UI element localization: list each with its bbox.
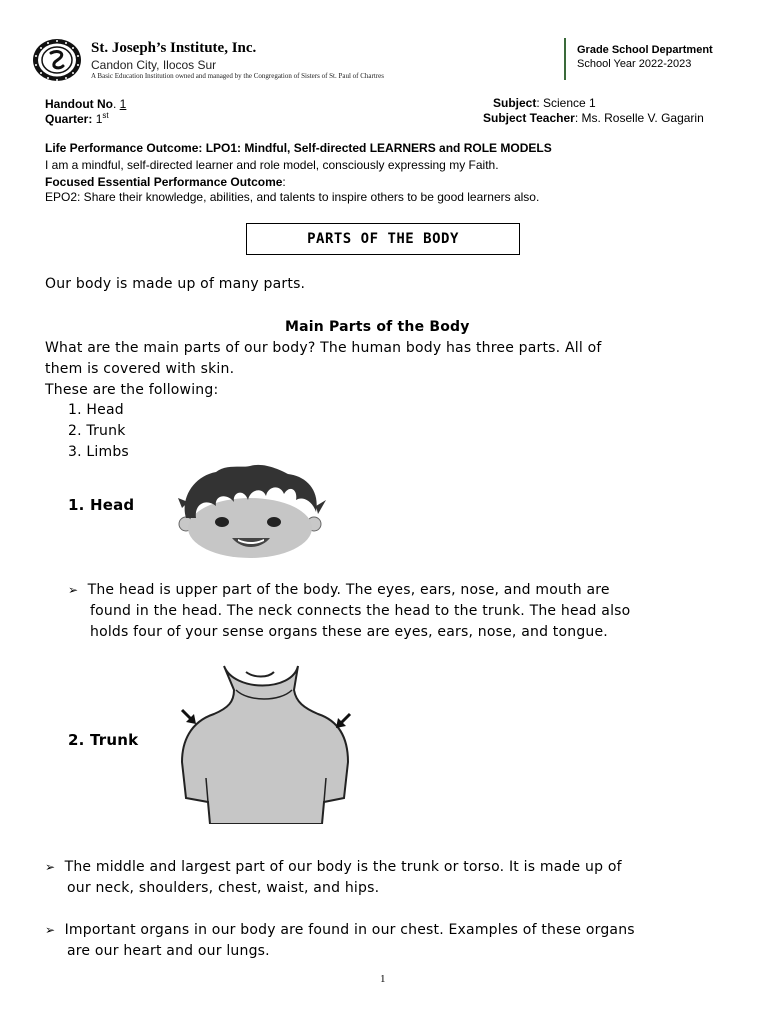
trunk-text-line: Important organs in our body are found in our chest. Examples of these organs [64,922,635,938]
quarter [45,111,109,126]
school-description: A Basic Education Institution owned and managed by the Congregation of Sisters of St. Paul of Chartres [91,72,384,80]
head-heading [68,496,134,514]
intro-text: Our body is made up of many parts. [45,276,306,292]
school-name: St. Joseph’s Institute, Inc. [91,40,257,56]
section-title: Main Parts of the Body [285,319,470,335]
trunk-text-line: are our heart and our lungs. [67,943,270,959]
quarter-label: Quarter: [45,112,93,126]
teacher-value: : Ms. Roselle V. Gagarin [574,111,704,125]
lpo-label: Life Performance Outcome [45,141,199,155]
arrow-icon [336,714,350,728]
handout-label: Handout No [45,97,113,111]
list-item: 2. Trunk [68,423,126,439]
lpo-text: I am a mindful, self-directed learner and role model, consciously expressing my Faith. [45,158,499,172]
lpo-value: : LPO1: Mindful, Self-directed LEARNERS and ROLE MODELS [198,141,552,155]
page-title: PARTS OF THE BODY [246,223,520,255]
page-number: 1 [380,973,386,985]
trunk-text-line: The middle and largest part of our body is the trunk or torso. It is made up of [64,859,622,875]
fepo-label: Focused Essential Performance Outcome [45,175,283,189]
trunk-heading [68,731,138,749]
department-name: Grade School Department [577,44,713,56]
subject-value: : Science 1 [536,96,596,110]
trunk-text-line: our neck, shoulders, chest, waist, and hips. [67,880,380,896]
teacher-label: Subject Teacher [483,111,575,125]
handout-value: 1 [119,97,127,111]
trunk-description-2 [45,920,635,962]
head-description [68,580,630,643]
head-number: 1. [68,496,85,514]
subject-label: Subject [493,96,537,110]
following-text: These are the following: [45,382,219,398]
bullet-arrow-icon: ➢ [45,860,56,874]
head-text-line: holds four of your sense organs these are eyes, ears, nose, and tongue. [90,624,608,640]
bullet-arrow-icon: ➢ [45,923,56,937]
trunk-description-1 [45,857,622,899]
head-text-line: found in the head. The neck connects the head to the trunk. The head also [90,603,631,619]
question-line-1: What are the main parts of our body? The human body has three parts. All of [45,340,602,356]
handout-number: Handout No. 1 [45,97,127,111]
quarter-suffix: st [102,111,109,120]
subject-teacher [483,111,704,125]
trunk-illustration [176,662,360,824]
trunk-number: 2. [68,731,85,749]
fepo: Focused Essential Performance Outcome: [45,175,286,189]
school-city: Candon City, Ilocos Sur [91,58,217,72]
bullet-arrow-icon: ➢ [68,583,79,597]
head-illustration [176,462,328,562]
school-seal-icon [32,38,82,82]
life-performance-outcome [45,141,552,155]
subject [493,96,596,110]
list-item: 1. Head [68,402,124,418]
fepo-text: EPO2: Share their knowledge, abilities, and talents to inspire others to be good learners also. [45,190,540,204]
head-text-line: The head is upper part of the body. The eyes, ears, nose, and mouth are [87,582,610,598]
head-label: Head [89,496,135,514]
arrow-icon [182,710,196,724]
parts-list [68,402,129,465]
question-line-2: them is covered with skin. [45,361,235,377]
trunk-label: Trunk [89,731,139,749]
list-item: 3. Limbs [68,444,129,460]
school-year: School Year 2022-2023 [577,58,692,70]
header-divider [564,38,566,80]
quarter-value: 1 [95,112,103,126]
